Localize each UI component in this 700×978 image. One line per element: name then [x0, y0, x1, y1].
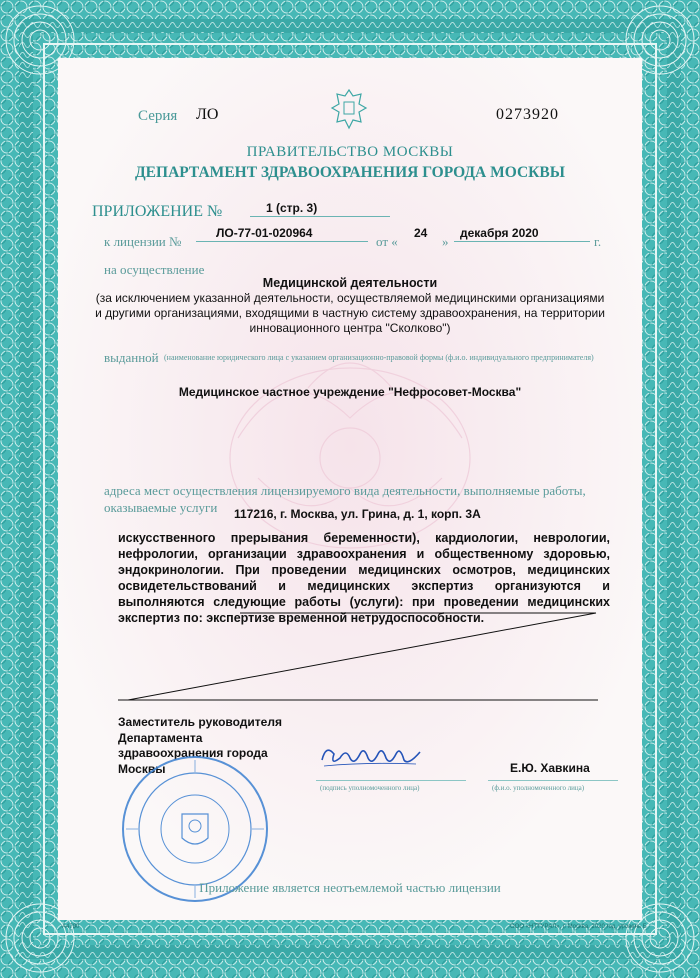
license-year-suffix: г.	[594, 234, 602, 249]
name-caption: (ф.и.о. уполномоченного лица)	[492, 784, 585, 792]
signature-caption: (подпись уполномоченного лица)	[320, 784, 420, 792]
appendix-label: ПРИЛОЖЕНИЕ №	[92, 203, 223, 220]
document-body	[58, 58, 642, 920]
form-number: 0273920	[496, 106, 559, 123]
issued-label: выданной	[104, 350, 159, 365]
activity-title: Медицинской деятельности	[262, 276, 438, 290]
position-line-2: Департамента	[118, 730, 203, 745]
position-line-4: Москвы	[118, 761, 166, 776]
address-label: адреса мест осуществления лицензируемого вида деятельности, выполняемые работы, оказываемые услуги	[104, 483, 586, 515]
footer-left-code: А4780	[62, 924, 80, 930]
position-line-1: Заместитель руководителя	[118, 715, 282, 729]
government-title: ПРАВИТЕЛЬСТВО МОСКВЫ	[246, 144, 454, 160]
footer-right-code: ООО «НТТУРАЛ», г. Москва, 2020 год, уровень Б	[510, 924, 647, 930]
license-month-year: декабря 2020	[460, 226, 539, 240]
series-value: ЛО	[196, 106, 219, 123]
signatory-name: Е.Ю. Хавкина	[510, 761, 590, 775]
name-line	[488, 780, 618, 781]
license-number: ЛО-77-01-020964	[216, 226, 313, 240]
issued-caption: (наименование юридического лица с указанием организационно-правовой формы (ф.и.о. индивидуального предпринимателя)	[164, 353, 594, 362]
series-label: Серия	[138, 108, 178, 124]
address-value: 117216, г. Москва, ул. Грина, д. 1, корп. 3А	[234, 507, 481, 521]
works-text: искусственного прерывания беременности), кардиологии, неврологии, нефрологии, организации здравоохранения и общественному здоровью, эндокринологии. При проведении медицинских осмотров, медицинских освидетельствований и медицинских экспертиз организуются и выполняются следующие работы (услуги): при проведении медицинских экспертиз по: экспертизе временной нетрудоспособности.	[118, 531, 610, 625]
license-day: 24	[414, 226, 428, 240]
department-title: ДЕПАРТАМЕНТ ЗДРАВООХРАНЕНИЯ ГОРОДА МОСКВЫ	[135, 164, 565, 181]
license-from-label: от «	[376, 234, 398, 249]
position-line-3: здравоохранения города	[118, 746, 268, 760]
activity-label: на осуществление	[104, 262, 205, 277]
license-label: к лицензии №	[104, 234, 182, 249]
appendix-value: 1 (стр. 3)	[266, 201, 318, 215]
activity-note: (за исключением указанной деятельности, осуществляемой медицинскими организациями и другими организациями, входящими в частную систему здравоохранения, на территории инновационного центра "Сколково")	[95, 291, 605, 335]
issued-organization: Медицинское частное учреждение "Нефросовет-Москва"	[178, 385, 522, 399]
signature-line	[316, 780, 466, 781]
footer-note: Приложение является неотъемлемой частью лицензии	[199, 880, 501, 895]
license-close-quote: »	[442, 234, 449, 249]
handwritten-signature	[316, 736, 426, 776]
